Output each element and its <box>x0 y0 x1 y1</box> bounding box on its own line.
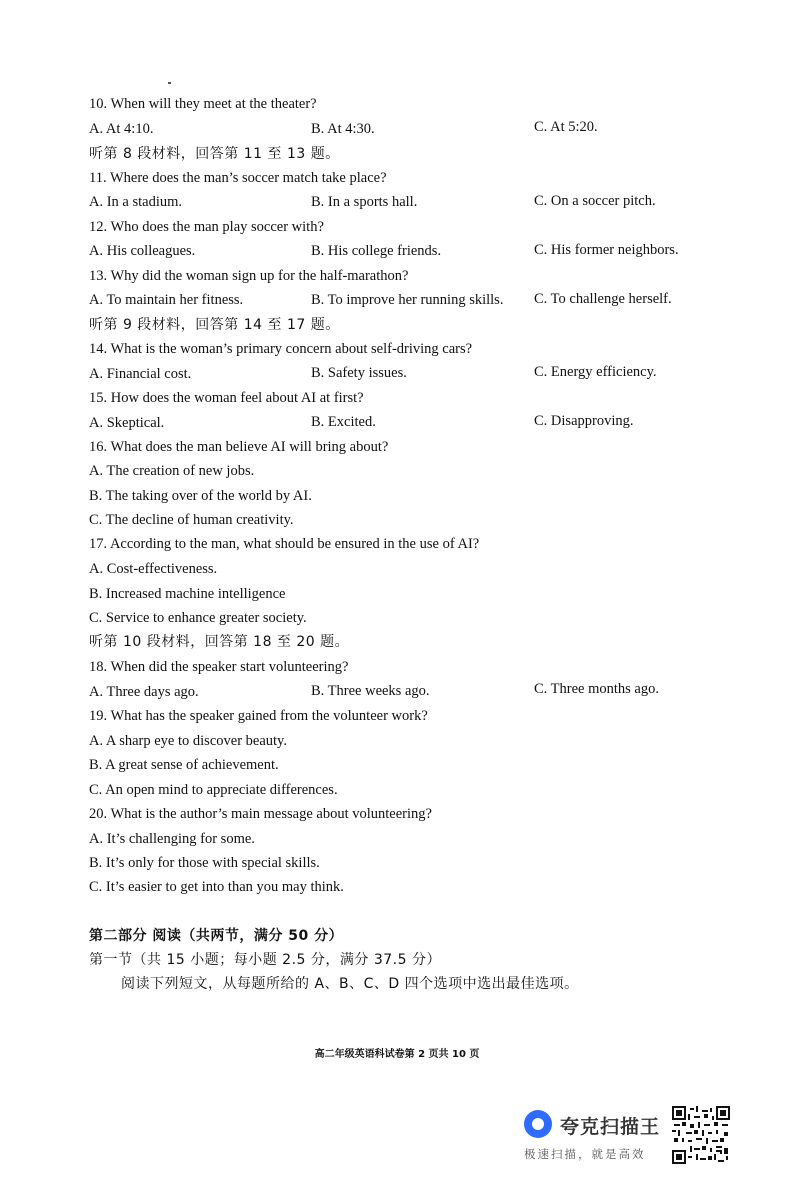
scan-mark <box>168 82 171 84</box>
question-19-stem: 19. What has the speaker gained from the volunteer work? <box>89 708 428 724</box>
watermark-subtitle: 极速扫描，就是高效 <box>524 1147 646 1161</box>
question-10-option-a: A. At 4:10. <box>89 121 154 137</box>
question-18-option-a: A. Three days ago. <box>89 684 199 700</box>
question-12-option-c: C. His former neighbors. <box>534 242 679 258</box>
question-12-stem: 12. Who does the man play soccer with? <box>89 219 324 235</box>
scanner-watermark <box>520 1106 730 1166</box>
question-11-option-a: A. In a stadium. <box>89 194 183 210</box>
watermark-title: 夸克扫描王 <box>560 1116 661 1138</box>
question-10-option-b: B. At 4:30. <box>311 121 375 137</box>
question-13-stem: 13. Why did the woman sign up for the half-marathon? <box>89 268 409 284</box>
question-11-option-b: B. In a sports hall. <box>311 194 418 210</box>
question-16-option-b: B. The taking over of the world by AI. <box>89 488 312 504</box>
question-18-stem: 18. When did the speaker start volunteering? <box>89 659 349 675</box>
question-20-stem: 20. What is the author’s main message about volunteering? <box>89 806 432 822</box>
question-16-option-c: C. The decline of human creativity. <box>89 512 294 528</box>
question-18-option-c: C. Three months ago. <box>534 681 659 697</box>
section-one-heading: 第一节（共 15 小题；每小题 2.5 分，满分 37.5 分） <box>89 952 441 968</box>
question-14-option-b: B. Safety issues. <box>311 365 407 381</box>
question-17-stem: 17. According to the man, what should be ensured in the use of AI? <box>89 536 480 552</box>
question-15-option-c: C. Disapproving. <box>534 413 634 429</box>
question-14-stem: 14. What is the woman’s primary concern about self-driving cars? <box>89 341 473 357</box>
question-19-option-a: A. A sharp eye to discover beauty. <box>89 733 287 749</box>
question-13-option-a: A. To maintain her fitness. <box>89 292 244 308</box>
question-20-option-a: A. It’s challenging for some. <box>89 831 255 847</box>
question-20-option-c: C. It’s easier to get into than you may think. <box>89 879 344 895</box>
question-17-option-c: C. Service to enhance greater society. <box>89 610 307 626</box>
page-footer: 高二年级英语科试卷第 2 页共 10 页 <box>314 1049 480 1060</box>
part-two-heading: 第二部分 阅读（共两节，满分 50 分） <box>89 928 344 944</box>
quark-logo-icon <box>524 1110 552 1138</box>
question-17-option-b: B. Increased machine intelligence <box>89 586 286 602</box>
question-10-option-c: C. At 5:20. <box>534 119 598 135</box>
question-15-option-a: A. Skeptical. <box>89 415 165 431</box>
question-11-option-c: C. On a soccer pitch. <box>534 193 656 209</box>
question-12-option-a: A. His colleagues. <box>89 243 196 259</box>
question-15-stem: 15. How does the woman feel about AI at first? <box>89 390 364 406</box>
question-19-option-c: C. An open mind to appreciate differences. <box>89 782 338 798</box>
question-13-option-b: B. To improve her running skills. <box>311 292 504 308</box>
question-13-option-c: C. To challenge herself. <box>534 291 672 307</box>
question-16-stem: 16. What does the man believe AI will bring about? <box>89 439 389 455</box>
question-18-option-b: B. Three weeks ago. <box>311 683 430 699</box>
question-11-stem: 11. Where does the man’s soccer match take place? <box>89 170 387 186</box>
question-17-option-a: A. Cost-effectiveness. <box>89 561 218 577</box>
section-instruction-8: 听第 8 段材料，回答第 11 至 13 题。 <box>89 146 340 162</box>
question-15-option-b: B. Excited. <box>311 414 376 430</box>
reading-instruction: 阅读下列短文，从每题所给的 A、B、C、D 四个选项中选出最佳选项。 <box>121 976 579 992</box>
question-10-stem: 10. When will they meet at the theater? <box>89 96 317 112</box>
question-14-option-a: A. Financial cost. <box>89 366 192 382</box>
question-19-option-b: B. A great sense of achievement. <box>89 757 279 773</box>
section-instruction-9: 听第 9 段材料，回答第 14 至 17 题。 <box>89 317 340 333</box>
question-12-option-b: B. His college friends. <box>311 243 442 259</box>
section-instruction-10: 听第 10 段材料，回答第 18 至 20 题。 <box>89 634 350 650</box>
question-20-option-b: B. It’s only for those with special skills. <box>89 855 320 871</box>
question-16-option-a: A. The creation of new jobs. <box>89 463 255 479</box>
qr-code-icon <box>672 1106 730 1164</box>
question-14-option-c: C. Energy efficiency. <box>534 364 657 380</box>
